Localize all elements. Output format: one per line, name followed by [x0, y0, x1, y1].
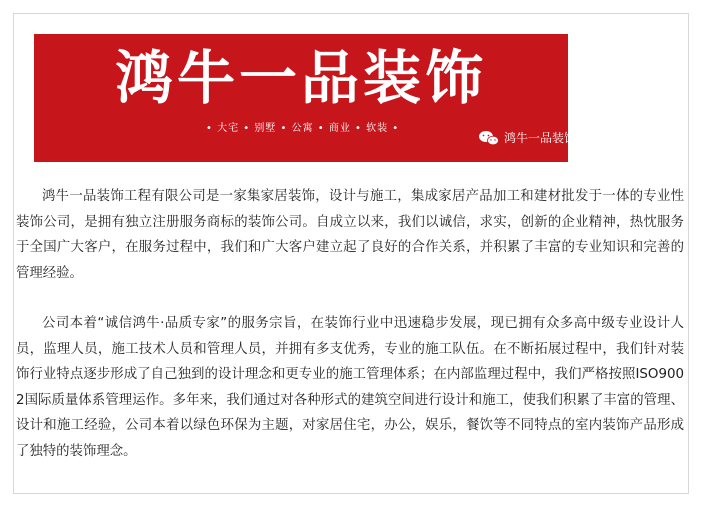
banner-tagline: • 大宅 • 别墅 • 公寓 • 商业 • 软装 • [206, 123, 400, 134]
wechat-icon [478, 130, 500, 146]
banner-brand-label: 鸿牛一品装饰 [504, 131, 577, 145]
article-paragraph-1: 鸿牛一品装饰工程有限公司是一家集家居装饰，设计与施工，集成家居产品加工和建材批发于一体的专业性装饰公司，是拥有独立注册服务商标的装饰公司。自成立以来，我们以诚信，求实，创新的企业精神，热忱服务于全国广大客户，在服务过程中，我们和广大客户建立起了良好的合作关系，并积累了丰富的专业知识和完善的管理经验。 [16, 189, 684, 281]
article-body [16, 184, 684, 464]
brand-banner [34, 34, 577, 162]
banner-brand [478, 130, 576, 146]
article-paragraph-2: 公司本着“诚信鸿牛·品质专家”的服务宗旨，在装饰行业中迅速稳步发展，现已拥有众多高中级专业设计人员，监理人员，施工技术人员和管理人员，并拥有多支优秀，专业的施工队伍。在不断拓展过程中，我们针对装饰行业特点逐步形成了自己独到的设计理念和更专业的施工管理体系；在内部监理过程中，我们严格按照ISO9002国际质量体系管理运作。多年来，我们通过对各种形式的建筑空间进行设计和施工，使我们积累了丰富的管理、设计和施工经验，公司本着以绿色环保为主题，对家居住宅，办公，娱乐，餐饮等不同特点的室内装饰产品形成了独特的装饰理念。 [16, 316, 684, 459]
paragraph-spacer [16, 286, 684, 311]
banner-title: 鸿牛一品装饰 [114, 44, 487, 112]
